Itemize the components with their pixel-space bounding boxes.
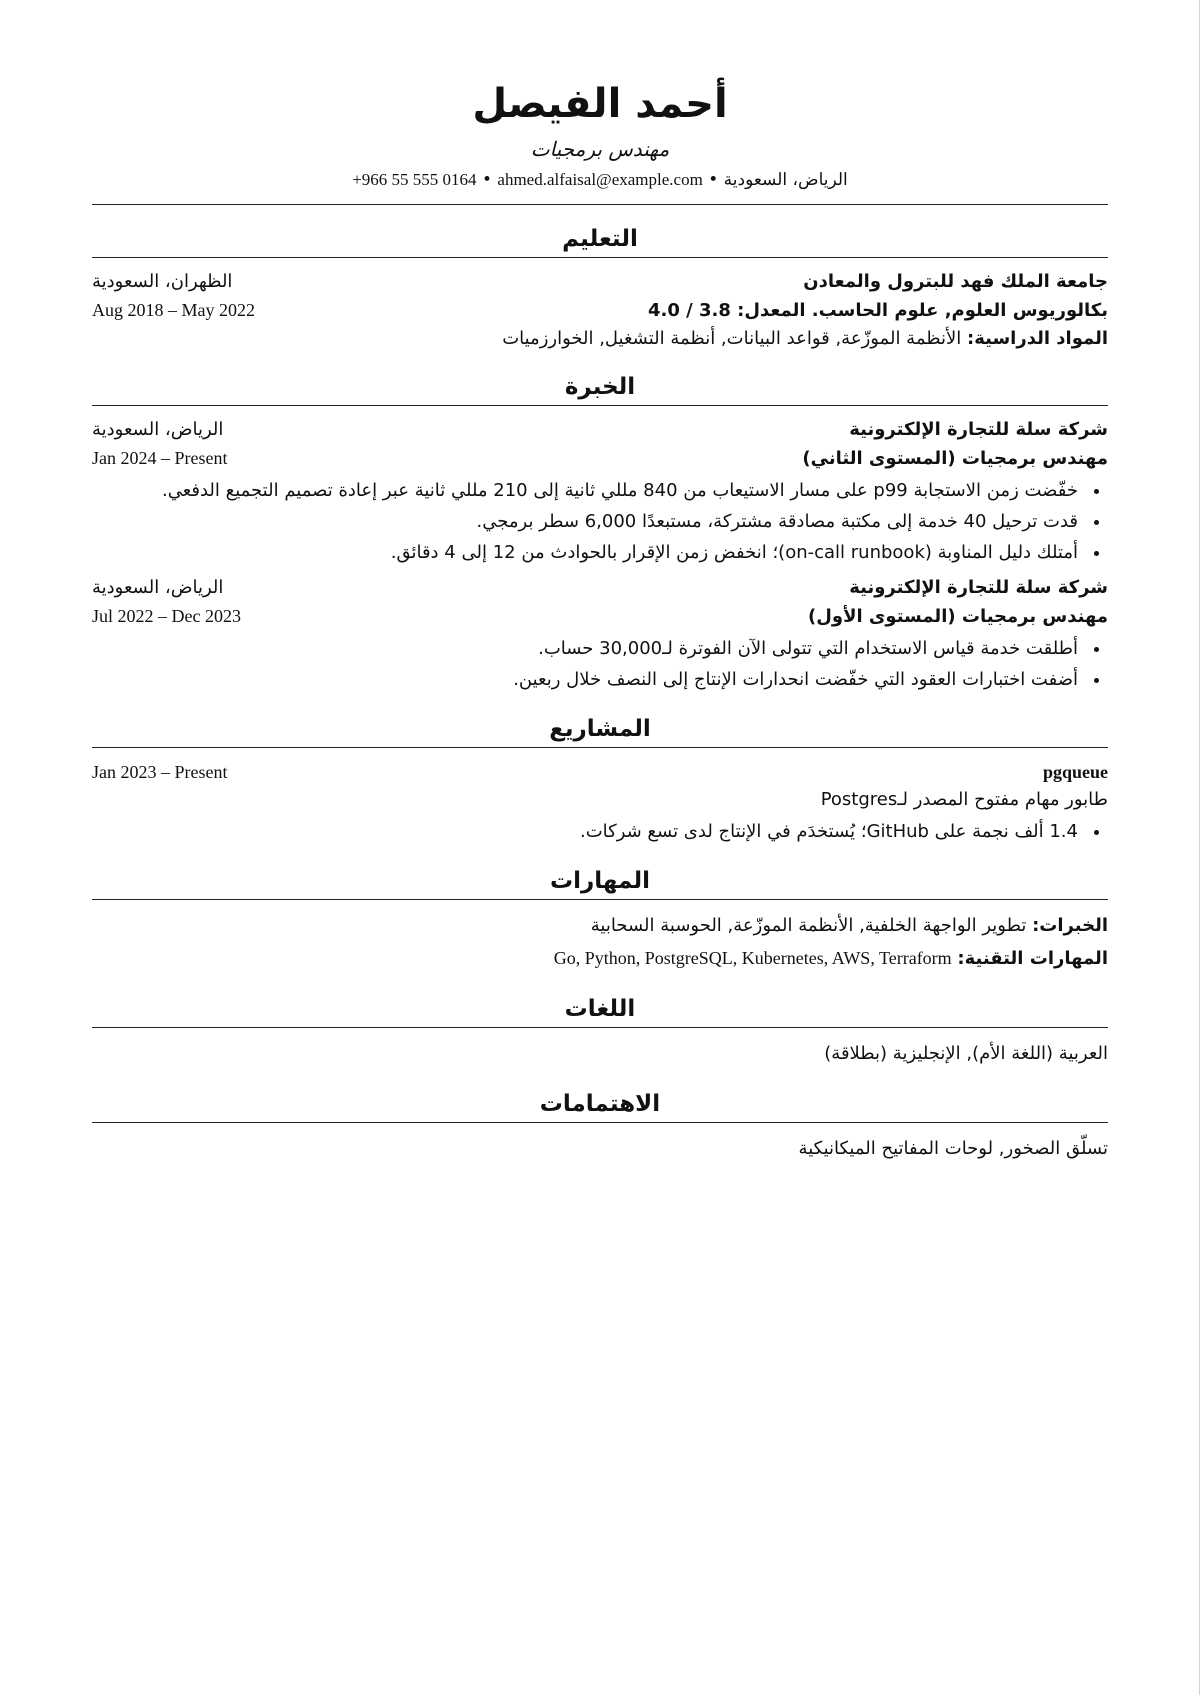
section-title-experience: الخبرة xyxy=(564,374,636,400)
section-divider xyxy=(92,1122,1108,1123)
section-title-interests: الاهتمامات xyxy=(539,1091,661,1117)
job-bullets xyxy=(92,633,1108,695)
project-bullets xyxy=(92,816,1108,847)
job-bullet: • أضفت اختبارات العقود التي خفّضت انحدارات الإنتاج إلى النصف خلال ربعين. xyxy=(92,664,1082,695)
education-courses xyxy=(92,325,1108,353)
job-company: شركة سلة للتجارة الإلكترونية xyxy=(849,577,1108,598)
job-bullet: • قدت ترحيل 40 خدمة إلى مكتبة مصادقة مشتركة، مستبعدًا 6,000 سطر برمجي. xyxy=(92,506,1082,537)
section-divider xyxy=(92,1027,1108,1028)
job-role: مهندس برمجيات (المستوى الأول) xyxy=(808,606,1108,627)
section-title-skills: المهارات xyxy=(550,868,650,894)
expertise-value: تطوير الواجهة الخلفية, الأنظمة الموزّعة, الحوسبة السحابية xyxy=(590,915,1027,936)
project-name: pgqueue xyxy=(1042,762,1108,782)
skills-expertise xyxy=(92,910,1108,942)
education-location: الظهران، السعودية xyxy=(92,271,233,292)
section-divider xyxy=(92,899,1108,900)
job-location: الرياض، السعودية xyxy=(92,577,224,598)
section-divider xyxy=(92,405,1108,406)
job-row-company xyxy=(92,416,1108,444)
languages-text: العربية (اللغة الأم), الإنجليزية (بطلاقة) xyxy=(824,1043,1108,1064)
contact-phone: +966 55 555 0164 xyxy=(352,170,477,189)
interests-text: تسلّق الصخور, لوحات المفاتيح الميكانيكية xyxy=(798,1138,1108,1159)
job-row-company xyxy=(92,574,1108,602)
job-dates: Jul 2022 – Dec 2023 xyxy=(92,606,241,626)
job-company: شركة سلة للتجارة الإلكترونية xyxy=(849,419,1108,440)
job-entry xyxy=(92,416,1108,568)
resume-page xyxy=(92,0,1108,1165)
candidate-name: أحمد الفيصل xyxy=(472,81,728,127)
job-row-role xyxy=(92,602,1108,631)
section-title-education: التعليم xyxy=(562,226,638,252)
expertise-label: الخبرات: xyxy=(1032,915,1108,936)
education-degree: بكالوريوس العلوم, علوم الحاسب. المعدل: 3.8 / 4.0 xyxy=(648,300,1108,321)
education-section xyxy=(92,223,1108,353)
education-row-school xyxy=(92,268,1108,296)
job-entry xyxy=(92,574,1108,695)
courses-label: المواد الدراسية: xyxy=(967,328,1108,349)
section-title-languages: اللغات xyxy=(564,996,636,1022)
project-row-name xyxy=(92,758,1108,786)
skills-tech xyxy=(92,942,1108,975)
job-bullet: • خفّضت زمن الاستجابة p99 على مسار الاستيعاب من 840 مللي ثانية إلى 210 مللي ثانية عبر إعادة تصميم التجميع الدفعي. xyxy=(92,475,1082,506)
project-dates: Jan 2023 – Present xyxy=(92,762,228,782)
contact-email: ahmed.alfaisal@example.com xyxy=(497,170,703,189)
contact-separator: • xyxy=(481,170,492,190)
header-divider xyxy=(92,204,1108,205)
languages-section xyxy=(92,993,1108,1070)
job-dates: Jan 2024 – Present xyxy=(92,448,228,468)
job-bullet: • أطلقت خدمة قياس الاستخدام التي تتولى الآن الفوترة لـ30,000 حساب. xyxy=(92,633,1082,664)
projects-section xyxy=(92,713,1108,847)
education-dates: Aug 2018 – May 2022 xyxy=(92,300,255,320)
section-title-projects: المشاريع xyxy=(549,716,651,742)
tech-label: المهارات التقنية: xyxy=(957,948,1108,969)
education-school: جامعة الملك فهد للبترول والمعادن xyxy=(803,271,1108,292)
job-bullet: • أمتلك دليل المناوبة (on-call runbook)؛ انخفض زمن الإقرار بالحوادث من 12 إلى 4 دقائق. xyxy=(92,537,1082,568)
candidate-title: مهندس برمجيات xyxy=(530,137,670,161)
contact-line xyxy=(92,166,1108,194)
section-divider xyxy=(92,257,1108,258)
job-row-role xyxy=(92,444,1108,473)
job-location: الرياض، السعودية xyxy=(92,419,224,440)
section-divider xyxy=(92,747,1108,748)
resume-header xyxy=(92,74,1108,205)
courses-value: الأنظمة الموزّعة, قواعد البيانات, أنظمة التشغيل, الخوارزميات xyxy=(502,328,962,349)
contact-separator: • xyxy=(708,170,719,190)
job-bullets xyxy=(92,475,1108,568)
experience-section xyxy=(92,371,1108,695)
tech-value: Go, Python, PostgreSQL, Kubernetes, AWS, Terraform xyxy=(553,948,952,968)
job-role: مهندس برمجيات (المستوى الثاني) xyxy=(802,448,1108,469)
project-description: طابور مهام مفتوح المصدر لـPostgres xyxy=(820,789,1108,810)
interests-section xyxy=(92,1088,1108,1165)
project-bullet: • 1.4 ألف نجمة على GitHub؛ يُستخدَم في الإنتاج لدى تسع شركات. xyxy=(92,816,1082,847)
skills-section xyxy=(92,865,1108,975)
contact-location: الرياض، السعودية xyxy=(723,170,848,190)
education-row-degree xyxy=(92,296,1108,325)
